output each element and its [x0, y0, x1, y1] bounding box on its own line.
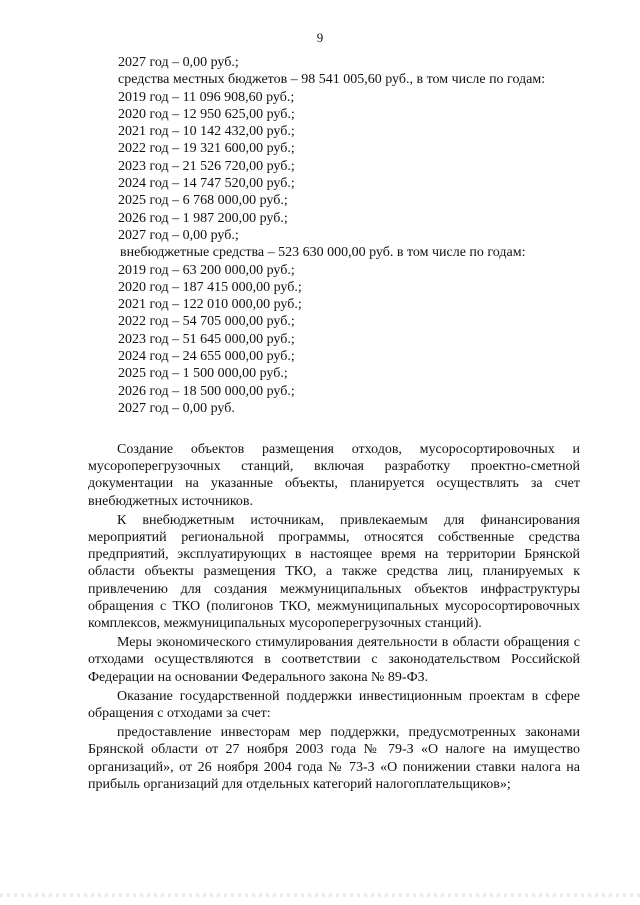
body-text	[88, 441, 580, 793]
budget-line: 2019 год – 11 096 908,60 руб.;	[118, 89, 295, 105]
paragraph: Меры экономического стимулирования деятельности в области обращения с отходами осуществляются в соответствии с законодательством Российской Федерации на основании Федерального закона № 89-ФЗ.	[88, 635, 580, 685]
budget-line: 2027 год – 0,00 руб.	[118, 400, 235, 416]
budget-line: 2027 год – 0,00 руб.;	[118, 55, 239, 70]
budget-line: 2027 год – 0,00 руб.;	[118, 227, 239, 243]
scan-artifact	[0, 893, 640, 897]
paragraph: Создание объектов размещения отходов, мусоросортировочных и мусороперегрузочных станций, включая разработку проектно-сметной документации на указанные объекты, планируется осуществлять за счет внебюджетных источников.	[88, 442, 580, 509]
paragraph: предоставление инвесторам мер поддержки, предусмотренных законами Брянской области от 27 ноября 2003 года № 79-З «О налоге на имущество организаций», от 26 ноября 2004 года № 73-З «О понижении ставки налога на прибыль организаций для отдельных категорий налогоплательщиков»;	[88, 725, 580, 792]
budget-line: 2022 год – 19 321 600,00 руб.;	[118, 141, 295, 157]
budget-line: 2024 год – 24 655 000,00 руб.;	[118, 349, 295, 365]
budget-line: 2019 год – 63 200 000,00 руб.;	[118, 262, 295, 278]
budget-line: 2026 год – 1 987 200,00 руб.;	[118, 210, 288, 226]
paragraph: Оказание государственной поддержки инвестиционным проектам в сфере обращения с отходами за счет:	[88, 688, 580, 722]
budget-line: 2024 год – 14 747 520,00 руб.;	[118, 176, 295, 192]
budget-line: 2021 год – 122 010 000,00 руб.;	[118, 297, 302, 313]
budget-line: 2023 год – 21 526 720,00 руб.;	[118, 158, 295, 174]
budget-list	[118, 54, 588, 417]
budget-line: 2026 год – 18 500 000,00 руб.;	[118, 383, 295, 399]
budget-line: средства местных бюджетов – 98 541 005,60 руб., в том числе по годам:	[118, 72, 546, 88]
budget-line: 2021 год – 10 142 432,00 руб.;	[118, 124, 295, 140]
budget-line: 2025 год – 1 500 000,00 руб.;	[118, 366, 288, 382]
budget-line: 2023 год – 51 645 000,00 руб.;	[118, 331, 295, 347]
budget-line: внебюджетные средства – 523 630 000,00 руб. в том числе по годам:	[120, 245, 526, 261]
budget-line: 2020 год – 187 415 000,00 руб.;	[118, 279, 302, 295]
budget-line: 2022 год – 54 705 000,00 руб.;	[118, 314, 295, 330]
page-number: 9	[316, 30, 324, 45]
budget-line: 2025 год – 6 768 000,00 руб.;	[118, 193, 288, 209]
budget-line: 2020 год – 12 950 625,00 руб.;	[118, 106, 295, 122]
paragraph: К внебюджетным источникам, привлекаемым для финансирования мероприятий региональной программы, относятся собственные средства предприятий, эксплуатирующих в настоящее время на территории Брянской области объекты размещения ТКО, а также средства лиц, планируемых к привлечению для создания межмуниципальных объектов инфраструктуры обращения с ТКО (полигонов ТКО, межмуниципальных мусоросортировочных комплексов, межмуниципальных мусороперегрузочных станций).	[88, 512, 580, 632]
